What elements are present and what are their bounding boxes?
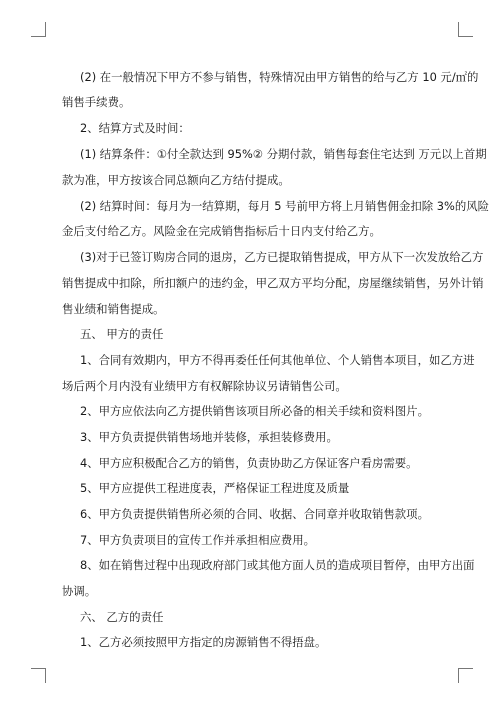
text-line: 款为准，甲方按该合同总额向乙方结付提成。 bbox=[62, 173, 290, 187]
text-line: 3、甲方负责提供销售场地并装修，承担装修费用。 bbox=[80, 430, 338, 444]
crop-mark-top-left bbox=[31, 22, 46, 37]
section-heading: 五、 甲方的责任 bbox=[80, 327, 164, 341]
crop-mark-bottom-left bbox=[31, 668, 46, 683]
text-line: 销售提成中扣除，所扣额户的违约金，甲乙双方平均分配，房屋继续销售，另外计销 bbox=[62, 276, 484, 290]
text-line: 7、甲方负责项目的宣传工作并承担相应费用。 bbox=[80, 533, 316, 547]
section-heading: 六、 乙方的责任 bbox=[80, 610, 164, 624]
text-line: 8、如在销售过程中出现政府部门或其他方面人员的造成项目暂停，由甲方出面 bbox=[80, 558, 475, 572]
crop-mark-top-right bbox=[458, 22, 473, 37]
text-line: 5、甲方应提供工程进度表，严格保证工程进度及质量 bbox=[80, 481, 350, 495]
text-line: (2) 在一般情况下甲方不参与销售，特殊情况由甲方销售的给与乙方 10 元/㎡的 bbox=[80, 70, 479, 84]
section-heading: 2、结算方式及时间： bbox=[80, 121, 190, 135]
text-line: 4、甲方应积极配合乙方的销售，负责协助乙方保证客户看房需要。 bbox=[80, 456, 418, 470]
text-line: 金后支付给乙方。风险金在完成销售指标后十日内支付给乙方。 bbox=[62, 224, 381, 238]
text-line: 售业绩和销售提成。 bbox=[62, 302, 165, 316]
text-line: 1、合同有效期内，甲方不得再委任任何其他单位、个人销售本项目，如乙方进 bbox=[80, 353, 475, 367]
crop-mark-bottom-right bbox=[458, 668, 473, 683]
text-line: 场后两个月内没有业绩甲方有权解除协议另请销售公司。 bbox=[62, 379, 347, 393]
text-line: 销售手续费。 bbox=[62, 95, 131, 109]
text-line: (1) 结算条件：①付全款达到 95%② 分期付款，销售每套住宅达到 万元以上首期 bbox=[80, 147, 487, 161]
text-line: (2) 结算时间：每月为一结算期，每月 5 号前甲方将上月销售佣金扣除 3%的风险 bbox=[80, 199, 490, 213]
text-line: 1、乙方必须按照甲方指定的房源销售不得捂盘。 bbox=[80, 635, 327, 649]
text-line: 6、甲方负责提供销售所必须的合同、收据、合同章并收取销售款项。 bbox=[80, 507, 429, 521]
text-line: (3)对于已签订购房合同的退房，乙方已提取销售提成，甲方从下一次发放给乙方 bbox=[80, 250, 484, 264]
text-line: 2、甲方应依法向乙方提供销售该项目所必备的相关手续和资料图片。 bbox=[80, 404, 429, 418]
text-line: 协调。 bbox=[62, 584, 97, 598]
